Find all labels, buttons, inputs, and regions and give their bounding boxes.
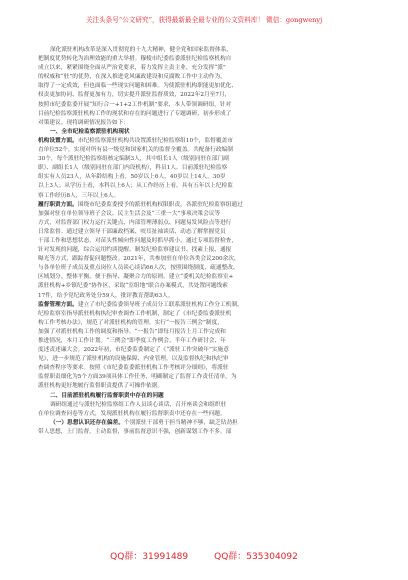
- org-setup-paragraph: [38, 137, 370, 201]
- promo-header-line: 关注头条号“公文研究”，获得最新最全最专业的公文资料库！ 微信：gongwenyj: [85, 16, 323, 24]
- section-heading: 二、目前派驻机构履行监督职责中存在的问题: [50, 392, 164, 399]
- paragraph-text: 带人思想，上门监督，主动监督，事前监督意识不强，创新谋划工作不多。部: [38, 428, 232, 435]
- text-line: 对策建议。现将调研情况报告如下：: [38, 119, 129, 126]
- paragraph-text: 监督职责细化为5个方面39项具体工作任务，明确制定了监督工作责任清单，为: [38, 374, 237, 381]
- promo-header: [38, 16, 370, 46]
- paragraph-lead: 监督管理方面。: [38, 301, 78, 308]
- paragraph-text: 度述责述廉大会。2022年初，市纪委监委制定了《“派驻工作突破年”实施意: [38, 347, 229, 354]
- text-line: [38, 410, 370, 419]
- text-line: [38, 246, 370, 255]
- paragraph-text: 个别派驻干部勇于担当精神不够，缺乏钻劲担: [123, 419, 238, 426]
- text-line: [38, 319, 370, 328]
- paragraph-text: 围绕市纪委监委授予的派驻机构权限职责，各派驻纪检监察组通过: [77, 201, 243, 208]
- text-line: [38, 419, 370, 428]
- paragraph-text: 针对发现的问题，综合运用约谈提醒、制发纪检监察建议书、找素上报、通报: [38, 247, 232, 254]
- paragraph-text: 区域划分、整体平衡、便于指导、凝聚合力的原则。建立“委机关纪检监察室+: [38, 274, 234, 281]
- paragraph-text: 加强了对派驻机构工作的调度和指导。“一报告”即每月报告上月工作完成和: [38, 328, 226, 335]
- text-line: [38, 182, 370, 191]
- text-line: [38, 310, 370, 319]
- paragraph-lead: 履行职责方面。: [38, 201, 78, 208]
- paragraph-text: 方式，对监督部门权力运行关键点、内部管理薄弱点、问题易发风险点等进行: [38, 219, 232, 226]
- paragraph-text: 推进情况，本月工作计划。“三例会”即季度工作例会、半年工作研讨会、年: [38, 338, 226, 344]
- paragraph-text: 职）、副组长1人（级别同驻在部门内设机构），科员1人。目前派驻纪检监察: [38, 165, 228, 172]
- text-line: [38, 428, 370, 437]
- paragraph-text: 与各单位班子成员及重点岗位人员谈心谈话66人次，按照围绕制度、疏通整改、: [38, 265, 239, 272]
- text-line: [38, 301, 370, 310]
- text-line: 按照市纪委监委开展“知行合一+1+2工作机制”要求，本人带领调研组，针对: [38, 101, 232, 108]
- section-heading: 一、全市纪检监察派驻机构现状: [50, 128, 130, 135]
- qq-group-1: QQ群：31991489: [110, 552, 189, 562]
- paragraph-text: 直单位52个，实现对所有县一级党和国家机关的监督全覆盖。共配备行政编制: [38, 147, 233, 154]
- paragraph-text: 在单位调查问卷等方式，发现派驻机构在履行监督职责中还存在一些问题。: [38, 410, 226, 417]
- text-line: [38, 192, 370, 201]
- text-line: 深化派驻机构改革是深入贯彻党的十九大精神，健全党和国家监督体系，: [50, 47, 232, 53]
- paragraph-text: 见》，进一步规范了派驻机构的设施保障、内业管理，以及监督执纪和执纪审: [38, 356, 229, 363]
- text-line: [38, 382, 370, 391]
- text-line: [38, 346, 370, 355]
- text-line: [38, 255, 370, 264]
- paragraph-text: 查调查程序等要求。按照《市纪委监委派驻机构工作考核评分细则》，将派驻: [38, 365, 229, 372]
- paragraph-text: 组实有人员23人，从年龄结构上看，50岁以上6人，40岁以上14人，30岁: [38, 174, 226, 181]
- text-line: 目前纪检监察派驻机构工作的现状和存在的问题进行了专题调研，初步形成了: [38, 110, 232, 117]
- text-line: [38, 228, 370, 237]
- text-line: [38, 282, 370, 291]
- contact-footer: [0, 549, 408, 562]
- text-line: [38, 264, 370, 273]
- paragraph-lead: 机构设置方面。: [38, 137, 78, 144]
- text-line: 成立以来，紧紧围绕全面从严治党要求，着力发挥主责主业，充分发挥“派”: [38, 65, 226, 72]
- text-line: [38, 155, 370, 164]
- paragraph-text: 建立了市纪委监委领导班子成员分工联系派驻机构工作分工机制、: [77, 301, 243, 308]
- paragraph-text: 以上3人；从学历上看，本科以上6人；从工作经历上看，具有五年以上纪检监: [38, 183, 233, 190]
- paragraph-text: 干部工作和思想状态，对苗头性倾向性问题及时抓早抓小。通过专项监督检查，: [38, 237, 238, 244]
- text-line: [38, 210, 370, 219]
- paragraph-lead: （一）思想认识还存在偏差。: [50, 419, 124, 426]
- paragraph-text: 日常监督。通过建立领导干部廉政档案、咬耳扯袖谈话、动态了解掌握党员: [38, 228, 226, 235]
- paragraph-text: 派驻机构更好地履行监督职责提供了可操作依据。: [38, 383, 164, 390]
- text-line: [38, 146, 370, 155]
- text-line: [38, 201, 370, 210]
- text-line: 把制度优势转化为治理效能的重大举措。穆棱市纪委监委派驻纪检监察机构自: [38, 56, 232, 63]
- qq-group-2: QQ群：535304092: [214, 552, 298, 562]
- paragraph-text: 30个，每个派驻纪检监察组核定编制3人，其中组长1人（级别同驻在部门副: [38, 156, 229, 163]
- text-line: [38, 273, 370, 282]
- text-line: [38, 237, 370, 246]
- text-line: [38, 355, 370, 364]
- paragraph-text: 构工作考核办法》，规范了对派驻机构的管理。实行“一报告三例会”制度，: [38, 319, 223, 326]
- text-line: [38, 337, 370, 346]
- paragraph-text: 曝光等方式，跟踪督促问题整改。2021年，共参加驻在单位各类会议200余次，: [38, 256, 240, 263]
- paragraph-text: 市纪检监察派驻机构共设置派驻纪检监察组10个，监督覆盖市: [77, 137, 233, 144]
- text-line: 的权威和“驻”的优势，在深入推进党风廉政建设和反腐败工作中主动作为，: [38, 74, 226, 81]
- text-line: [38, 401, 370, 410]
- text-line: 权责更加协同、监督更加有力，切实提升派驻监督质效，2022年2月至7月，: [38, 92, 231, 99]
- paragraph-text: 纪检监察室指导派驻机构执纪审查调查工作机制，制定了《市纪委监委派驻机: [38, 310, 232, 317]
- intro-paragraph: [38, 46, 370, 128]
- text-line: [38, 164, 370, 173]
- paragraph-text: 派驻机构+乡镇纪委”协作区，采取“室组地”联合办案模式，共处置问题线索: [38, 283, 228, 290]
- text-line: [38, 173, 370, 182]
- paragraph-text: 察工作经历8人，三年以上6人。: [38, 192, 120, 199]
- problems-paragraph: [38, 401, 370, 437]
- text-line: [38, 292, 370, 301]
- text-line: [38, 137, 370, 146]
- text-line: [38, 364, 370, 373]
- duty-paragraph: [38, 201, 370, 301]
- paragraph-text: 17件，给予党纪政务处分59人，批评教育帮助63人。: [38, 292, 174, 299]
- text-line: 取得了一定成效，但也面临一些现实问题和困难。为使派驻机构职能更加优化、: [38, 83, 238, 90]
- supervision-paragraph: [38, 301, 370, 392]
- paragraph-text: 加强对驻在单位领导班子会议、民主生活会及“三重一大”事项决策会议等: [38, 210, 221, 217]
- paragraph-text: 调研组通过与派驻纪检监察组工作人员谈心谈话、召开座谈会和组织驻: [50, 401, 227, 408]
- text-line: [38, 373, 370, 382]
- text-line: [38, 328, 370, 337]
- text-line: [38, 219, 370, 228]
